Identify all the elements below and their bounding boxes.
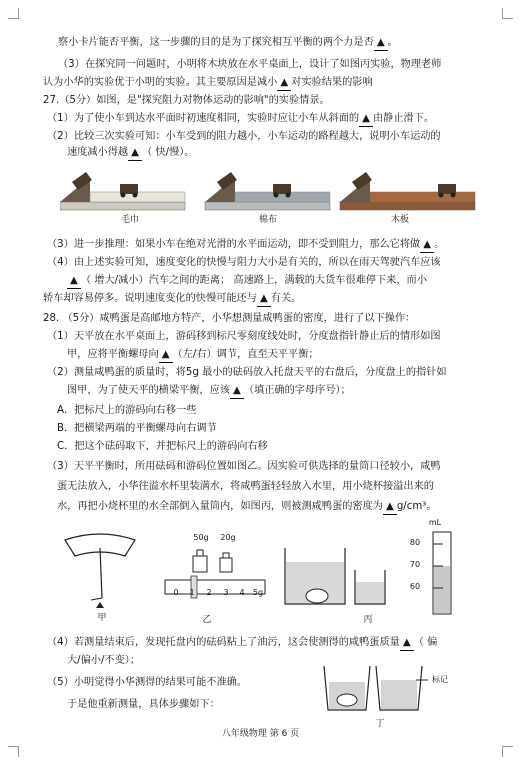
beaker-mark-figure	[320, 660, 460, 720]
balance-dial-figure	[65, 534, 135, 608]
cylinder-tick-60: 60	[409, 582, 421, 591]
ramp-towel-figure	[60, 172, 185, 210]
ramp-cotton-figure	[205, 172, 330, 210]
scale-tick-3: 3	[223, 588, 229, 597]
scale-tick-4: 4	[239, 588, 245, 597]
text-line: 蛋无法放入，小华往溢水杯里装满水，将咸鸭蛋轻轻放入水里，用小烧杯接溢出来的	[57, 481, 434, 492]
text-line: 大/偏小/不变）；	[67, 655, 141, 666]
text-line: 认为小华的实验优于小明的实验。其主要原因是减小 ▲ 对实验结果的影响	[43, 76, 521, 91]
cylinder-unit: mL	[428, 518, 442, 527]
text-line: 察小卡片能否平衡，这一步骤的目的是为了探究相互平衡的两个力是否 ▲ 。	[58, 36, 521, 51]
corner-mark-br	[502, 746, 513, 757]
text-line: 速度减小得越 ▲ （ 快/慢）。	[67, 146, 521, 161]
figure-label-jia: 甲	[97, 613, 107, 623]
text-line: （2）测量咸鸭蛋的质量时，将5g 最小的砝码放入托盘天平的右盘后，分度盘上的指针如	[47, 367, 447, 378]
scale-tick-5g: 5g	[252, 588, 264, 597]
option-c: C．把这个砝码取下，并把标尺上的游码向右移	[57, 441, 268, 452]
density-experiment-figures	[55, 518, 465, 618]
text-line: （1）为了使小车到达水平面时初速度相同，实验时应让小车从斜面的 ▲ 由静止滑下。	[47, 112, 521, 127]
weight-50g-label: 50g	[193, 533, 209, 542]
measuring-cylinder-figure	[433, 532, 451, 614]
text-line: （3）进一步推理：如果小车在绝对光滑的水平面运动，即不受到阻力，那么它将做 ▲ 。	[47, 238, 521, 253]
weight-20g-label: 20g	[220, 533, 236, 542]
corner-mark-tr	[502, 8, 513, 19]
scale-tick-1: 1	[189, 588, 195, 597]
scale-tick-2: 2	[206, 588, 212, 597]
text-line: 轿车却容易停多。说明速度变化的快慢可能还与 ▲ 有关。	[43, 292, 521, 307]
mark-label: 标记	[432, 675, 448, 684]
cylinder-tick-70: 70	[409, 560, 421, 569]
label-wood: 木板	[390, 215, 409, 225]
text-line: 甲，应将平衡螺母向 ▲ （左/右）调节，直至天平平衡；	[67, 348, 521, 363]
label-towel: 毛巾	[120, 215, 139, 225]
text-line: ▲ （ 增大/减小）汽车之间的距离； 高速路上，满载的大货车很难停下来，而小	[67, 274, 521, 289]
text-line: （5）小明觉得小华测得的结果可能不准确。	[47, 677, 248, 688]
text-line: （4）由上述实验可知，速度变化的快慢与阻力大小是有关的，所以在雨天驾驶汽车应该	[47, 257, 441, 268]
cylinder-tick-80: 80	[409, 538, 421, 547]
ramp-wood-figure	[340, 172, 475, 210]
figure-label-ding: 丁	[375, 719, 385, 729]
corner-mark-tl	[8, 8, 19, 19]
option-a: A．把标尺上的游码向右移一些	[57, 405, 197, 416]
scale-tick-0: 0	[173, 588, 179, 597]
label-cotton: 棉布	[258, 215, 277, 225]
weights-figure	[193, 550, 232, 572]
overflow-cup-figure	[285, 548, 385, 604]
figure-label-yi: 乙	[202, 615, 212, 625]
text-line: （1）天平放在水平桌面上，游码移到标尺零刻度线处时，分度盘指针静止后的情形如图	[47, 331, 441, 342]
question-27-heading: 27.（5分）如图，是"探究阻力对物体运动的影响"的实验情景。	[43, 95, 330, 106]
text-line: （2）比较三次实验可知：小车受到的阻力越小，小车运动的路程越大，说明小车运动的	[47, 131, 441, 142]
page-footer: 八年级物理 第 6 页	[221, 729, 300, 739]
text-line: （3）天平平衡时，所用砝码和游码位置如图乙。因实验可供选择的量筒口径较小，咸鸭	[47, 461, 441, 472]
option-b: B．把横梁两端的平衡螺母向右调节	[57, 423, 217, 434]
question-28-heading: 28. （5分）咸鸭蛋是高邮地方特产，小华想测量咸鸭蛋的密度，进行了以下操作：	[43, 313, 416, 324]
figure-label-bing: 丙	[363, 615, 373, 625]
corner-mark-bl	[8, 746, 19, 757]
text-line: （4）若测量结束后，发现托盘内的砝码粘上了油污，这会使测得的咸鸭蛋质量 ▲ （ 偏	[47, 636, 521, 651]
text-line: 水，再把小烧杯里的水全部倒入量筒内，如图丙，则被测咸鸭蛋的密度为 ▲ g/cm³。	[57, 500, 521, 515]
text-line: （3）在探究同一问题时，小明将木块放在水平桌面上，设计了如图丙实验，物理老师	[58, 59, 442, 70]
text-line: 图甲，为了使天平的横梁平衡，应该 ▲ （填正确的字母序号）；	[67, 384, 521, 399]
text-line: 于是他重新测量，具体步骤如下：	[67, 699, 220, 710]
